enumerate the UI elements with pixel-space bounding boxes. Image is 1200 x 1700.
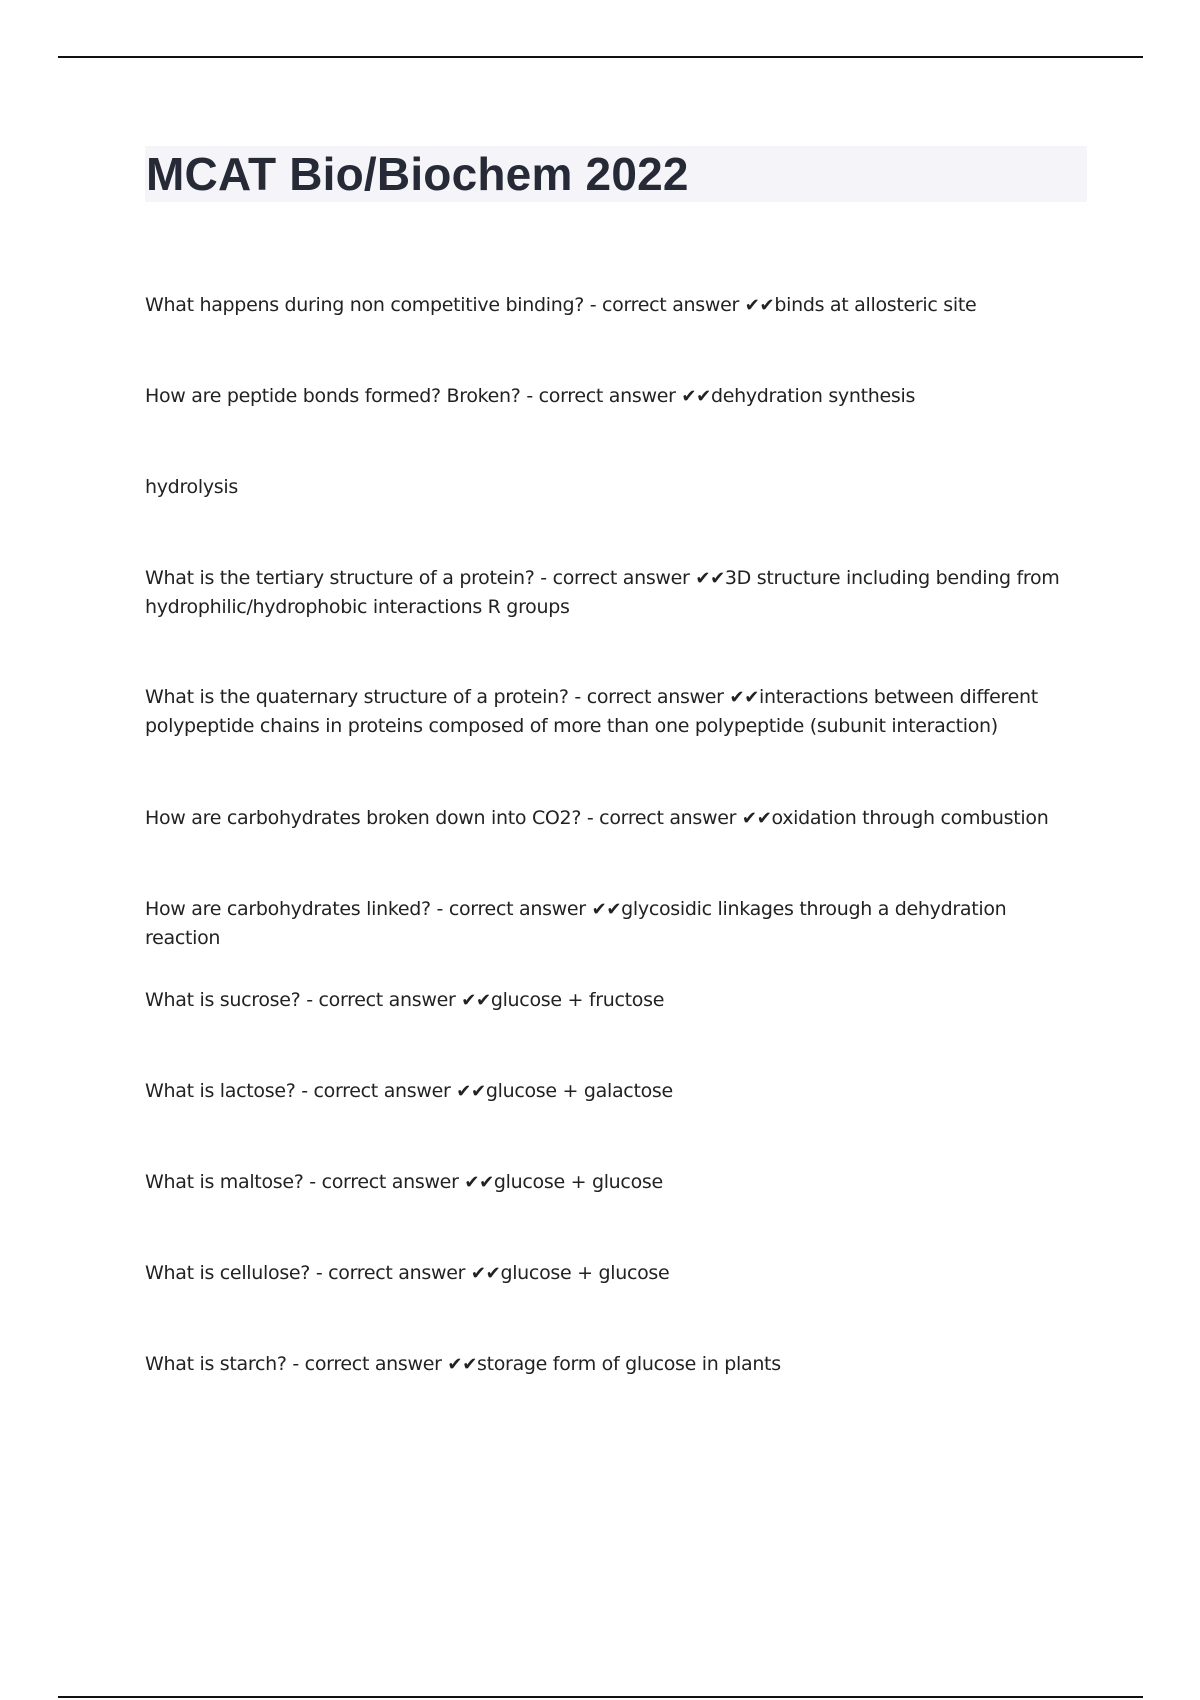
qa-item-7 <box>145 986 1075 1015</box>
qa-item-8 <box>145 1077 1075 1106</box>
qa-item-6 <box>145 895 1075 953</box>
check-icon: ✔✔ <box>470 1263 501 1284</box>
answer-text: glucose + glucose <box>500 1262 670 1284</box>
check-icon: ✔✔ <box>695 568 725 589</box>
qa-item-1 <box>145 291 1075 320</box>
check-icon: ✔✔ <box>447 1354 477 1375</box>
question-text: How are carbohydrates broken down into CO2? - correct answer <box>145 807 742 829</box>
top-rule <box>58 56 1143 58</box>
question-text: What is the tertiary structure of a protein? - correct answer <box>145 567 696 589</box>
check-icon: ✔✔ <box>464 1172 494 1193</box>
answer-text: glycosidic linkages through a dehydration reaction <box>145 898 1007 949</box>
question-text: What is lactose? - correct answer <box>145 1080 457 1102</box>
question-text: What is the quaternary structure of a protein? - correct answer <box>145 686 730 708</box>
qa-item-5 <box>145 804 1075 833</box>
question-text: How are carbohydrates linked? - correct answer <box>145 898 592 920</box>
answer-text: binds at allosteric site <box>774 294 977 316</box>
question-text: What is sucrose? - correct answer <box>145 989 462 1011</box>
qa-item-10 <box>145 1259 1075 1288</box>
answer-text: dehydration synthesis <box>710 385 916 407</box>
answer-text: glucose + glucose <box>493 1171 663 1193</box>
check-icon: ✔✔ <box>741 808 772 829</box>
qa-item-2-continuation <box>145 473 1075 502</box>
check-icon: ✔✔ <box>461 990 491 1011</box>
answer-text: hydrolysis <box>145 476 238 498</box>
check-icon: ✔✔ <box>729 687 760 708</box>
qa-item-9 <box>145 1168 1075 1197</box>
qa-item-3 <box>145 564 1075 622</box>
answer-text: glucose + galactose <box>485 1080 673 1102</box>
check-icon: ✔✔ <box>681 386 711 407</box>
answer-text: oxidation through combustion <box>771 807 1049 829</box>
bottom-rule <box>58 1696 1143 1698</box>
qa-item-4 <box>145 683 1075 741</box>
check-icon: ✔✔ <box>456 1081 486 1102</box>
answer-text: interactions between different polypeptide chains in proteins composed of more than one polypeptide (subunit interaction) <box>145 686 1038 737</box>
check-icon: ✔✔ <box>744 295 775 316</box>
question-text: What is cellulose? - correct answer <box>145 1262 471 1284</box>
question-text: What is starch? - correct answer <box>145 1353 448 1375</box>
question-text: What is maltose? - correct answer <box>145 1171 465 1193</box>
question-text: How are peptide bonds formed? Broken? - correct answer <box>145 385 682 407</box>
qa-item-2 <box>145 382 1075 411</box>
answer-text: glucose + fructose <box>490 989 665 1011</box>
qa-item-11 <box>145 1350 1075 1379</box>
question-text: What happens during non competitive binding? - correct answer <box>145 294 745 316</box>
document-title: MCAT Bio/Biochem 2022 <box>146 148 689 200</box>
answer-text: storage form of glucose in plants <box>476 1353 781 1375</box>
check-icon: ✔✔ <box>591 899 622 920</box>
answer-text: 3D structure including bending from hydrophilic/hydrophobic interactions R groups <box>145 567 1060 618</box>
